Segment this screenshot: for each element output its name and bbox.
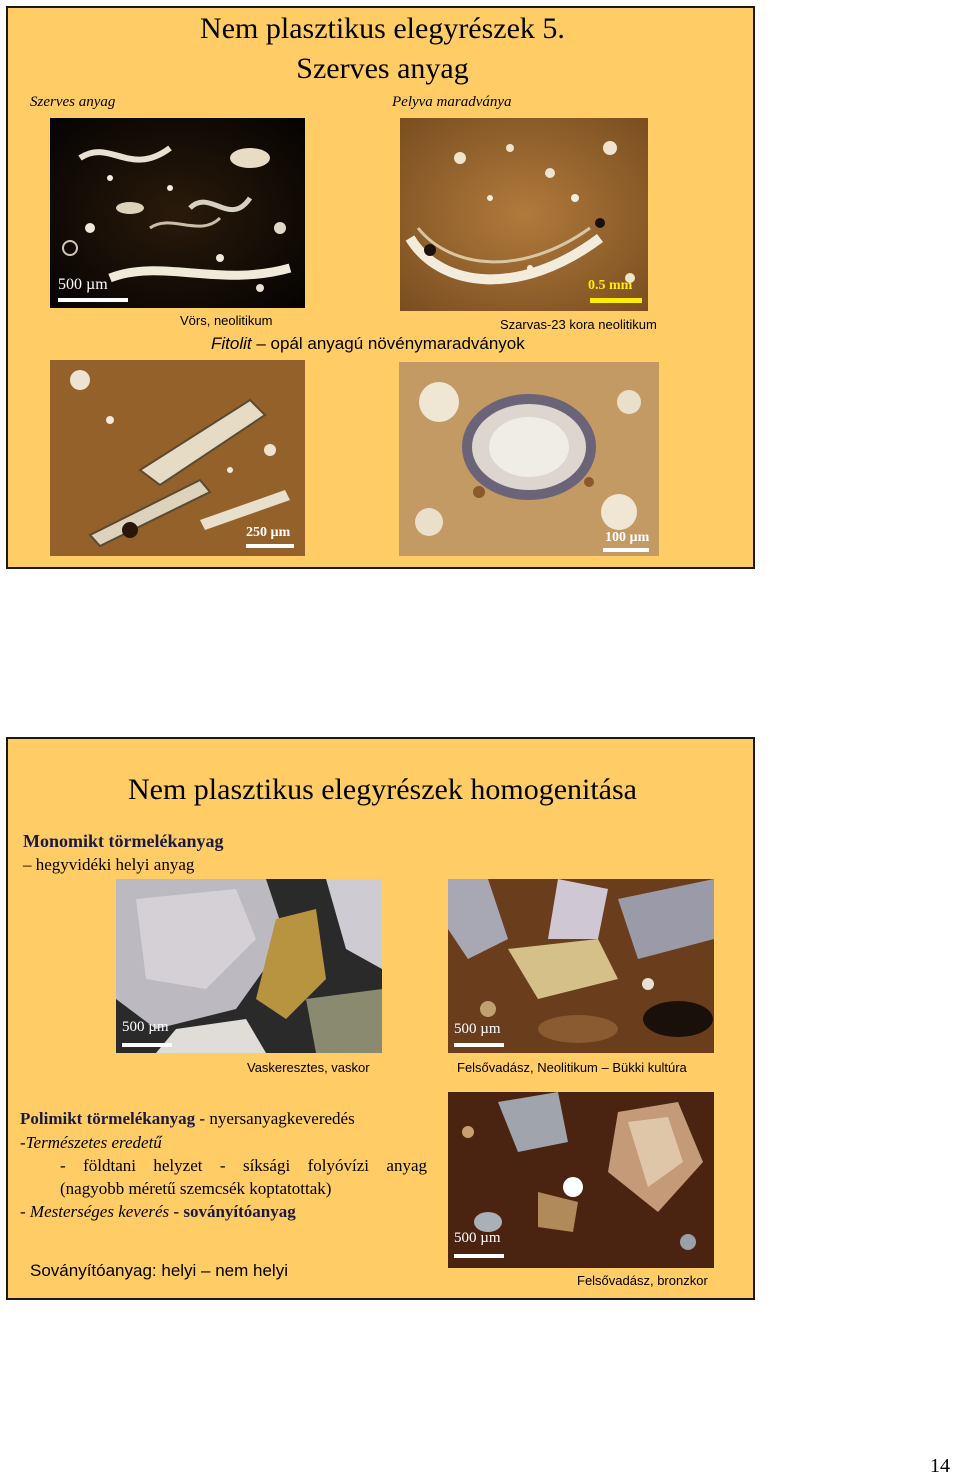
mesterseges-keveres [20,1202,296,1222]
slide-1 [6,6,755,569]
scale-bar [603,548,649,552]
termeszetes-eredetu: -Természetes eredetű [20,1133,162,1152]
label-pelyva: Pelyva maradványa [392,94,512,110]
slide-2-title: Nem plasztikus elegyrészek homogenitása [127,773,637,806]
polimikt-term: Polimikt törmelékanyag [20,1109,196,1128]
mesterseges-separator: - [169,1202,184,1221]
fitolit-heading [211,334,525,354]
slide-1-title-line1: Nem plasztikus elegyrészek 5. [200,12,565,45]
micrograph-szarvas [400,118,648,311]
micrograph-phytolith-2 [399,362,659,556]
caption-felsovadasz-bronzkor: Felsővadász, bronzkor [577,1273,708,1288]
mesterseges-dash: - [20,1202,30,1221]
caption-vaskeresztes: Vaskeresztes, vaskor [247,1060,370,1075]
monomikt-subtitle: – hegyvidéki helyi anyag [23,855,195,874]
label-szerves-anyag: Szerves anyag [30,94,116,110]
micrograph-felsovadasz-neolitikum [448,879,714,1053]
monomikt-heading: Monomikt törmelékanyag [23,831,224,851]
mesterseges-term: Mesterséges keverés [29,1202,170,1221]
scale-label: 500 µm [58,276,108,293]
scale-label: 500 µm [122,1019,169,1035]
polimikt-heading [20,1109,355,1129]
scale-bar [246,544,294,548]
scale-bar [590,298,642,303]
scale-bar [454,1254,504,1258]
caption-szarvas: Szarvas-23 kora neolitikum [500,317,657,332]
sovanyitoanyag-note: Soványítóanyag: helyi – nem helyi [30,1261,288,1280]
foldtani-helyzet: - földtani helyzet - síksági folyóvízi anyag [60,1156,427,1175]
fitolit-description: – opál anyagú növénymaradványok [256,334,525,353]
scale-bar [454,1043,504,1047]
nagyobb-szemcsek: (nagyobb méretű szemcsék koptatottak) [60,1179,332,1198]
scale-bar [122,1043,172,1047]
micrograph-phytolith-1 [50,360,305,556]
scale-bar [58,298,128,302]
page-number: 14 [930,1455,950,1477]
scale-label: 100 µm [605,530,650,545]
slide-1-title-line2: Szerves anyag [296,52,469,85]
polimikt-description: - nyersanyagkeveredés [195,1109,355,1128]
scale-label: 0.5 mm [588,278,633,293]
micrograph-felsovadasz-bronzkor [448,1092,714,1268]
scale-label: 250 µm [246,525,291,540]
scale-label: 500 µm [454,1021,501,1037]
micrograph-vaskeresztes [116,879,382,1053]
caption-vors: Vörs, neolitikum [180,313,273,328]
sovanyitoanyag-term: soványítóanyag [183,1202,296,1221]
caption-felsovadasz-neolitikum: Felsővadász, Neolitikum – Bükki kultúra [457,1060,687,1075]
micrograph-vors [50,118,305,308]
scale-label: 500 µm [454,1230,501,1246]
slide-2 [6,737,755,1300]
fitolit-term: Fitolit [211,334,252,353]
